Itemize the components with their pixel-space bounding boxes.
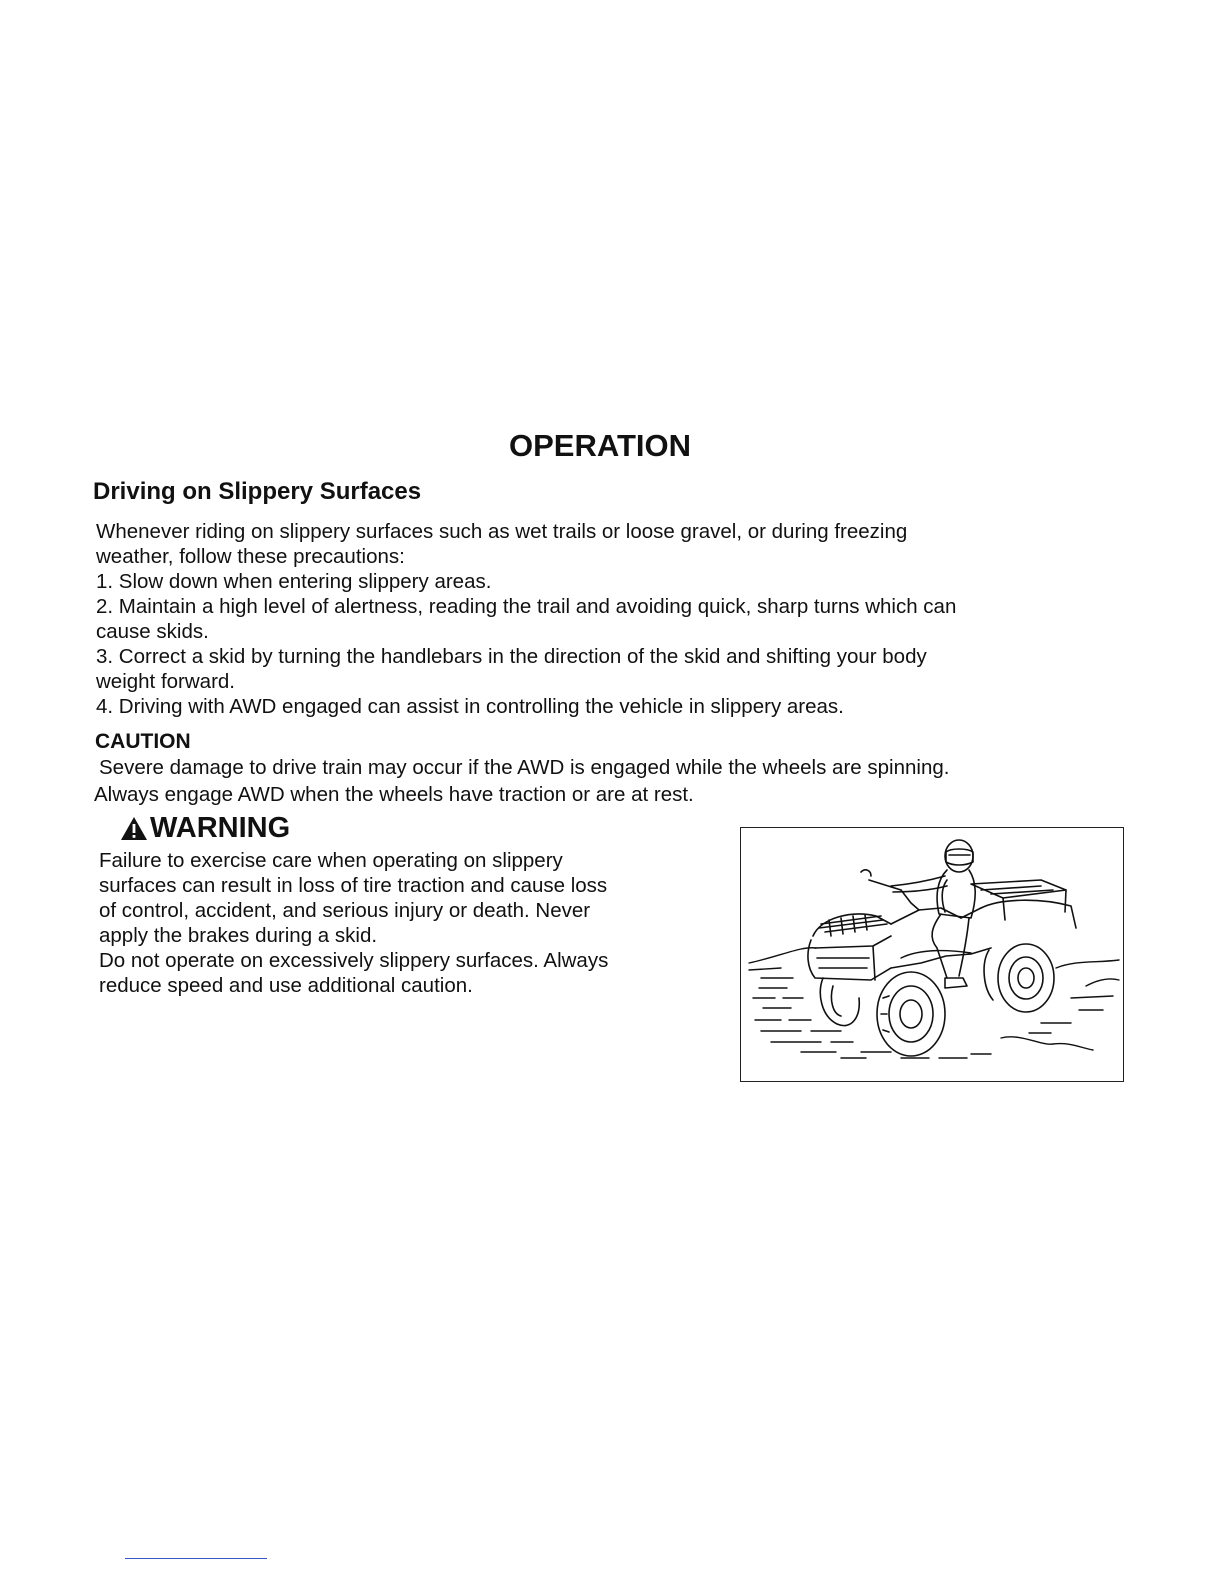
atv-rider-illustration xyxy=(740,827,1124,1082)
list-item: 3. Correct a skid by turning the handlebars in the direction of the skid and shifting your body xyxy=(96,645,927,668)
front-wheel-rear xyxy=(820,978,859,1026)
list-item: 4. Driving with AWD engaged can assist in controlling the vehicle in slippery areas. xyxy=(96,695,844,718)
warning-heading xyxy=(120,812,290,845)
caution-text: Severe damage to drive train may occur if the AWD is engaged while the wheels are spinning. xyxy=(99,756,950,779)
list-item: 1. Slow down when entering slippery areas. xyxy=(96,570,492,593)
intro-line: Whenever riding on slippery surfaces such as wet trails or loose gravel, or during freezing xyxy=(96,520,908,543)
list-item: cause skids. xyxy=(96,620,209,643)
rear-wheel xyxy=(984,944,1054,1012)
caution-text: Always engage AWD when the wheels have traction or are at rest. xyxy=(94,783,694,806)
footer-rule xyxy=(125,1558,267,1559)
warning-line: apply the brakes during a skid. xyxy=(99,924,378,947)
warning-line: of control, accident, and serious injury or death. Never xyxy=(99,899,591,922)
warning-triangle-icon xyxy=(120,816,148,841)
rider xyxy=(861,840,975,988)
section-heading: Driving on Slippery Surfaces xyxy=(93,478,422,505)
list-item: weight forward. xyxy=(96,670,236,693)
warning-line: Do not operate on excessively slippery surfaces. Always xyxy=(99,949,609,972)
warning-line: reduce speed and use additional caution. xyxy=(99,974,473,997)
ground-lines xyxy=(749,948,1119,1058)
front-wheel xyxy=(877,972,945,1056)
intro-paragraph xyxy=(96,519,907,569)
precautions-list xyxy=(96,569,956,719)
warning-line: surfaces can result in loss of tire traction and cause loss xyxy=(99,874,608,897)
intro-line: weather, follow these precautions: xyxy=(96,545,405,568)
page-title: OPERATION xyxy=(509,428,691,463)
warning-text xyxy=(99,848,699,998)
warning-line: Failure to exercise care when operating on slippery xyxy=(99,849,563,872)
list-item: 2. Maintain a high level of alertness, reading the trail and avoiding quick, sharp turns which can xyxy=(96,595,957,618)
warning-heading-label: WARNING xyxy=(150,812,291,844)
caution-heading: CAUTION xyxy=(95,730,191,753)
